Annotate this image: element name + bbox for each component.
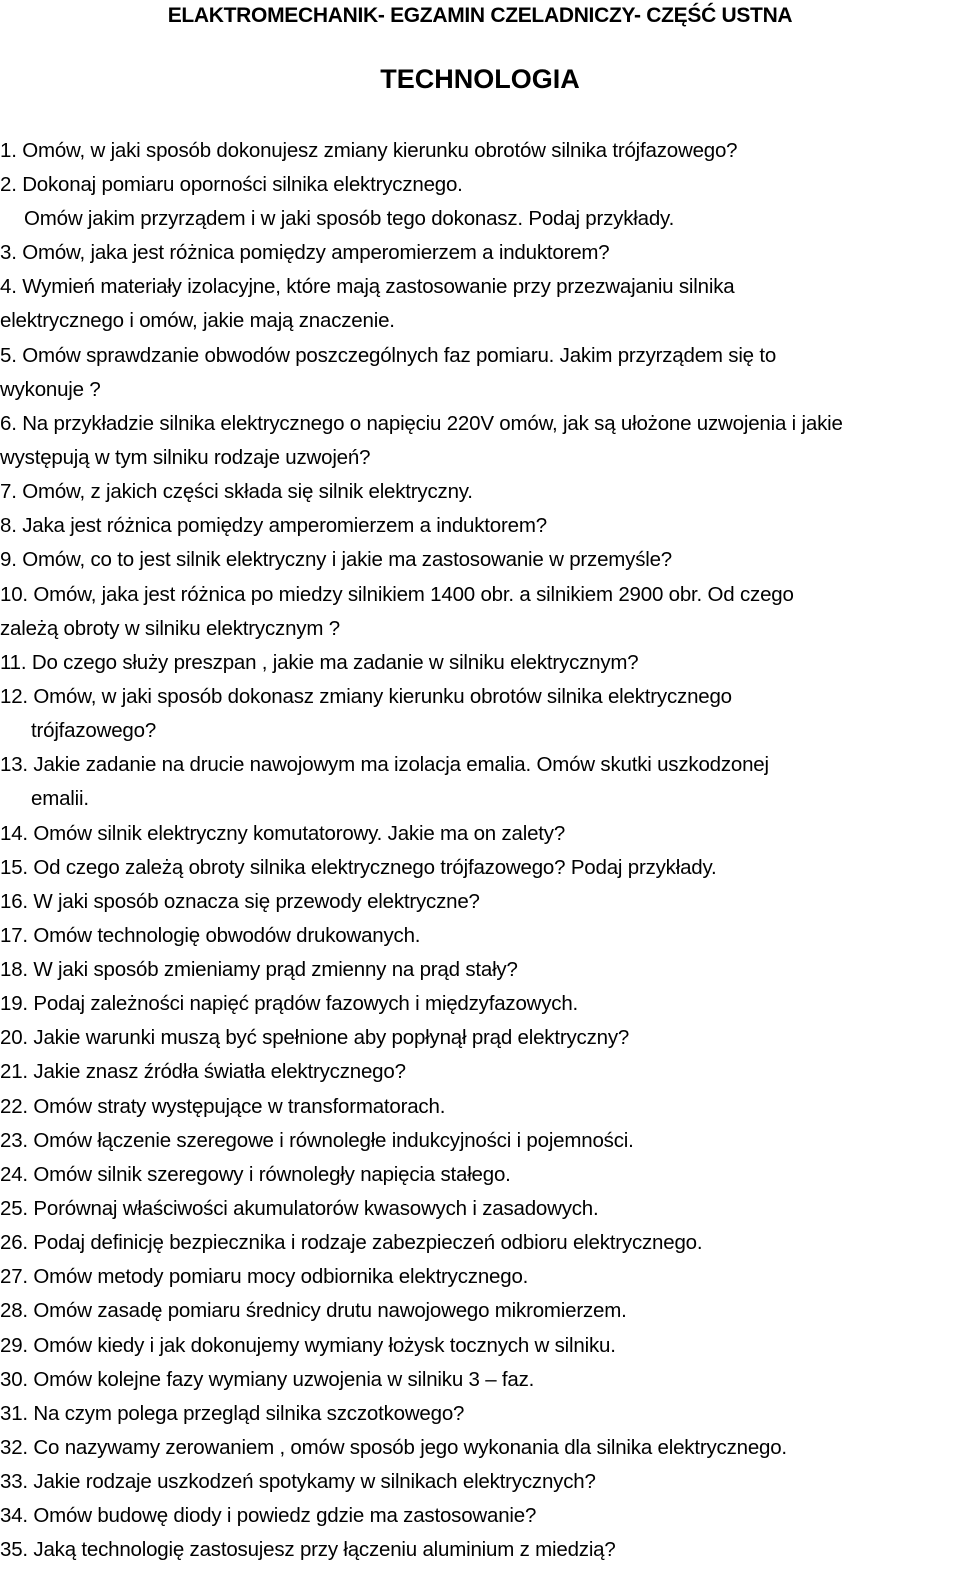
- question-line: 25. Porównaj właściwości akumulatorów kwasowych i zasadowych.: [0, 1197, 599, 1220]
- question-line: 23. Omów łączenie szeregowe i równoległe indukcyjności i pojemności.: [0, 1129, 634, 1152]
- question-line: elektrycznego i omów, jakie mają znaczenie.: [0, 309, 395, 332]
- question-line: 31. Na czym polega przegląd silnika szczotkowego?: [0, 1402, 465, 1425]
- question-line: 34. Omów budowę diody i powiedz gdzie ma zastosowanie?: [0, 1504, 537, 1527]
- question-line: trójfazowego?: [31, 719, 157, 742]
- question-line: 8. Jaka jest różnica pomiędzy amperomierzem a induktorem?: [0, 514, 547, 537]
- question-line: 21. Jakie znasz źródła światła elektrycznego?: [0, 1060, 406, 1083]
- question-line: 28. Omów zasadę pomiaru średnicy drutu nawojowego mikromierzem.: [0, 1299, 627, 1322]
- question-line: 29. Omów kiedy i jak dokonujemy wymiany łożysk tocznych w silniku.: [0, 1334, 616, 1357]
- question-line: zależą obroty w silniku elektrycznym ?: [0, 617, 340, 640]
- question-line: 18. W jaki sposób zmieniamy prąd zmienny na prąd stały?: [0, 958, 518, 981]
- question-line: 4. Wymień materiały izolacyjne, które mają zastosowanie przy przezwajaniu silnika: [0, 275, 735, 298]
- question-line: 7. Omów, z jakich części składa się silnik elektryczny.: [0, 480, 473, 503]
- question-line: 9. Omów, co to jest silnik elektryczny i jakie ma zastosowanie w przemyśle?: [0, 548, 673, 571]
- document-header: ELAKTROMECHANIK- EGZAMIN CZELADNICZY- CZĘŚĆ USTNA: [167, 4, 793, 27]
- question-line: 15. Od czego zależą obroty silnika elektrycznego trójfazowego? Podaj przykłady.: [0, 856, 717, 879]
- question-line: 22. Omów straty występujące w transformatorach.: [0, 1095, 446, 1118]
- question-line: 6. Na przykładzie silnika elektrycznego o napięciu 220V omów, jak są ułożone uzwojenia i jakie: [0, 412, 843, 435]
- question-line: 13. Jakie zadanie na drucie nawojowym ma izolacja emalia. Omów skutki uszkodzonej: [0, 753, 769, 776]
- question-line: emalii.: [31, 787, 89, 810]
- question-line: 19. Podaj zależności napięć prądów fazowych i międzyfazowych.: [0, 992, 579, 1015]
- question-line: 5. Omów sprawdzanie obwodów poszczególnych faz pomiaru. Jakim przyrządem się to: [0, 344, 777, 367]
- question-line: 20. Jakie warunki muszą być spełnione aby popłynął prąd elektryczny?: [0, 1026, 630, 1049]
- question-line: 10. Omów, jaka jest różnica po miedzy silnikiem 1400 obr. a silnikiem 2900 obr. Od czego: [0, 583, 794, 606]
- question-line: występują w tym silniku rodzaje uzwojeń?: [0, 446, 371, 469]
- question-line: 1. Omów, w jaki sposób dokonujesz zmiany kierunku obrotów silnika trójfazowego?: [0, 139, 738, 162]
- question-line: 33. Jakie rodzaje uszkodzeń spotykamy w silnikach elektrycznych?: [0, 1470, 596, 1493]
- section-title: TECHNOLOGIA: [380, 64, 580, 94]
- question-line: 2. Dokonaj pomiaru oporności silnika elektrycznego.: [0, 173, 463, 196]
- question-line: 26. Podaj definicję bezpiecznika i rodzaje zabezpieczeń odbioru elektrycznego.: [0, 1231, 703, 1254]
- question-line: 17. Omów technologię obwodów drukowanych.: [0, 924, 421, 947]
- question-line: Omów jakim przyrządem i w jaki sposób tego dokonasz. Podaj przykłady.: [24, 207, 675, 230]
- question-line: 3. Omów, jaka jest różnica pomiędzy amperomierzem a induktorem?: [0, 241, 610, 264]
- question-line: 16. W jaki sposób oznacza się przewody elektryczne?: [0, 890, 480, 913]
- question-line: 27. Omów metody pomiaru mocy odbiornika elektrycznego.: [0, 1265, 529, 1288]
- question-line: 35. Jaką technologię zastosujesz przy łączeniu aluminium z miedzią?: [0, 1538, 616, 1561]
- question-line: 30. Omów kolejne fazy wymiany uzwojenia w silniku 3 – faz.: [0, 1368, 535, 1391]
- question-line: 24. Omów silnik szeregowy i równoległy napięcia stałego.: [0, 1163, 511, 1186]
- question-line: wykonuje ?: [0, 378, 101, 401]
- question-line: 12. Omów, w jaki sposób dokonasz zmiany kierunku obrotów silnika elektrycznego: [0, 685, 732, 708]
- question-line: 14. Omów silnik elektryczny komutatorowy. Jakie ma on zalety?: [0, 822, 566, 845]
- question-line: 32. Co nazywamy zerowaniem , omów sposób jego wykonania dla silnika elektrycznego.: [0, 1436, 787, 1459]
- question-line: 11. Do czego służy preszpan , jakie ma zadanie w silniku elektrycznym?: [0, 651, 639, 674]
